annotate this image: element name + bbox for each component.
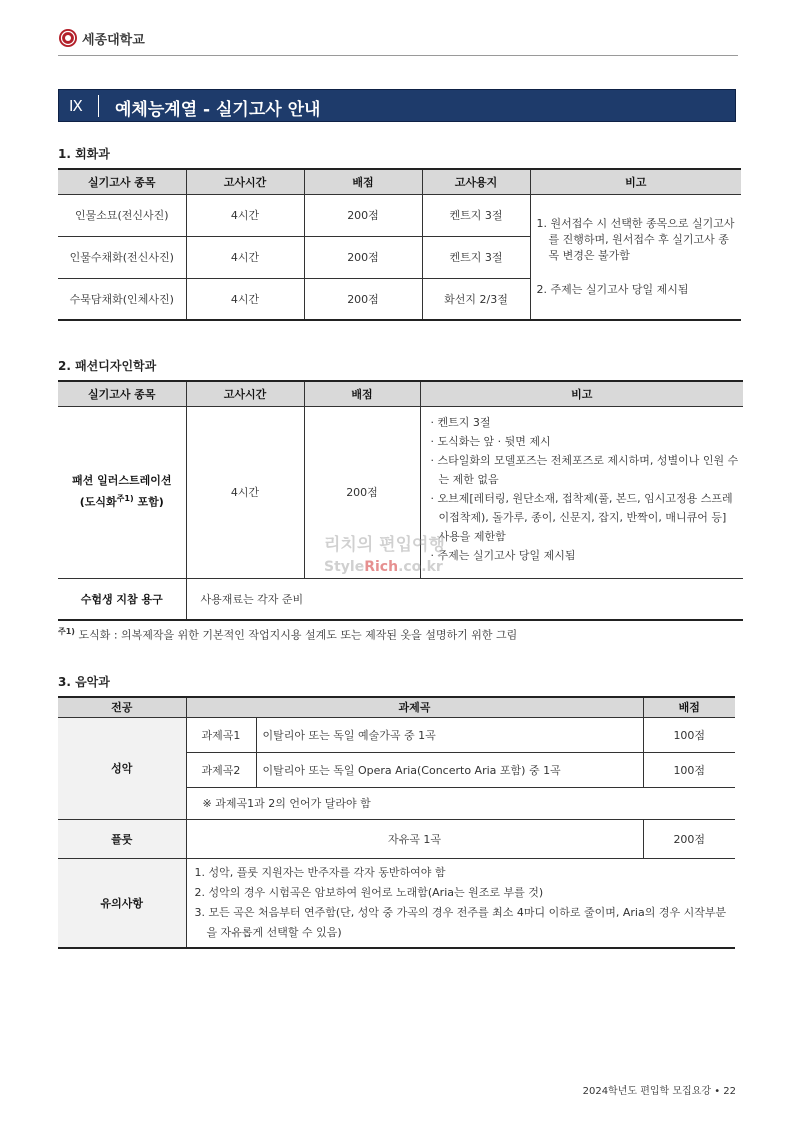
- footnote-ref: 주1): [116, 494, 134, 504]
- exam-score: 200점: [304, 278, 422, 320]
- piece-score: 100점: [643, 717, 735, 752]
- notes-cell: [186, 858, 735, 948]
- chapter-banner: [58, 89, 736, 122]
- piece-label: 과제곡1: [186, 717, 256, 752]
- university-name: 세종대학교: [82, 32, 145, 48]
- col-header: 비고: [420, 381, 743, 406]
- exam-score: 200점: [304, 236, 422, 278]
- page-header: [58, 28, 738, 56]
- note-item: 1. 성악, 플룻 지원자는 반주자를 각자 동반하여야 함: [194, 865, 446, 879]
- page-footer: 2024학년도 편입학 모집요강 • 22: [582, 1086, 736, 1097]
- major-vocal: 성악: [58, 717, 186, 819]
- supplies-label: 수험생 지참 용구: [58, 578, 186, 620]
- table-row: [58, 717, 735, 752]
- table-header-row: [58, 697, 735, 717]
- watermark-part: Style: [324, 559, 365, 575]
- notes-label: 유의사항: [58, 858, 186, 948]
- remark-item: 1. 원서접수 시 선택한 종목으로 실기고사를 진행하며, 원서접수 후 실기고사 종목 변경은 불가함: [536, 216, 735, 262]
- exam-score: 200점: [304, 194, 422, 236]
- col-header: 배점: [304, 169, 422, 194]
- exam-time: 4시간: [186, 236, 304, 278]
- col-header: 실기고사 종목: [58, 381, 186, 406]
- col-header: 고사시간: [186, 381, 304, 406]
- piece-text: 이탈리아 또는 독일 예술가곡 중 1곡: [256, 717, 643, 752]
- footnote-text: 도식화 : 의복제작을 위한 기본적인 작업지시용 설계도 또는 제작된 옷을 설명하기 위한 그림: [74, 628, 518, 642]
- piece-text: 이탈리아 또는 독일 Opera Aria(Concerto Aria 포함) 중 1곡: [256, 752, 643, 787]
- note-item: 3. 모든 곡은 처음부터 연주함(단, 성악 중 가곡의 경우 전주를 최소 4마디 이하로 줄이며, Aria의 경우 시작부분을 자유롭게 선택할 수 있음): [194, 905, 727, 939]
- section1-title: 1. 회화과: [58, 147, 110, 161]
- table-row: [58, 194, 741, 236]
- exam-subject: 수묵담채화(인체사진): [58, 278, 186, 320]
- supplies-value: 사용재료는 각자 준비: [186, 578, 743, 620]
- university-logo: [58, 28, 145, 48]
- subject-sub: [58, 490, 186, 512]
- banner-divider: [98, 95, 99, 117]
- col-header: 실기고사 종목: [58, 169, 186, 194]
- fashion-exam-table: [58, 380, 743, 621]
- exam-score: 200점: [304, 406, 420, 578]
- section2-title: 2. 패션디자인학과: [58, 359, 157, 373]
- exam-paper: 화선지 2/3절: [422, 278, 530, 320]
- remarks-cell: [530, 194, 741, 320]
- remark-bullet: · 주제는 실기고사 당일 제시됨: [430, 548, 576, 562]
- watermark-part: .co.kr: [398, 559, 443, 575]
- remarks-cell: [420, 406, 743, 578]
- table-row: [58, 858, 735, 948]
- section3-title: 3. 음악과: [58, 675, 110, 689]
- col-header: 전공: [58, 697, 186, 717]
- col-header: 고사시간: [186, 169, 304, 194]
- table-row: [58, 406, 743, 578]
- chapter-title: 예체능계열 - 실기고사 안내: [115, 100, 321, 120]
- footnote-mark: 주1): [58, 627, 75, 636]
- col-header: 고사용지: [422, 169, 530, 194]
- remark-item: 2. 주제는 실기고사 당일 제시됨: [536, 282, 689, 296]
- exam-subject: 인물소묘(전신사진): [58, 194, 186, 236]
- col-header: 과제곡: [186, 697, 643, 717]
- subject-sub-text: 포함): [133, 495, 164, 509]
- footnote: [58, 626, 517, 643]
- flute-score: 200점: [643, 819, 735, 858]
- table-header-row: [58, 169, 741, 194]
- watermark-part: Rich: [364, 559, 399, 575]
- table-row: [58, 819, 735, 858]
- col-header: 비고: [530, 169, 741, 194]
- subject-main: 패션 일러스트레이션: [72, 474, 172, 488]
- piece-score: 100점: [643, 752, 735, 787]
- fashion-subject: [58, 406, 186, 578]
- exam-paper: 켄트지 3절: [422, 236, 530, 278]
- remark-bullet: · 도식화는 앞 · 뒷면 제시: [430, 434, 551, 448]
- col-header: 배점: [304, 381, 420, 406]
- exam-paper: 켄트지 3절: [422, 194, 530, 236]
- university-emblem-icon: [58, 28, 78, 48]
- remark-bullet: · 스타일화의 모델포즈는 전체포즈로 제시하며, 성별이나 인원 수는 제한 없음: [430, 453, 739, 486]
- note-item: 2. 성악의 경우 시험곡은 암보하여 원어로 노래함(Aria는 원조로 부를 것): [194, 885, 544, 899]
- remark-bullet: · 켄트지 3절: [430, 415, 491, 429]
- major-flute: 플룻: [58, 819, 186, 858]
- painting-exam-table: [58, 168, 741, 321]
- subject-sub-text: (도식화: [79, 495, 117, 509]
- exam-time: 4시간: [186, 406, 304, 578]
- table-row: [58, 578, 743, 620]
- piece-label: 과제곡2: [186, 752, 256, 787]
- vocal-note: ※ 과제곡1과 2의 언어가 달라야 함: [186, 787, 735, 819]
- watermark-line1: 리치의 편입여행: [324, 535, 445, 555]
- col-header: 배점: [643, 697, 735, 717]
- exam-subject: 인물수채화(전신사진): [58, 236, 186, 278]
- flute-piece: 자유곡 1곡: [186, 819, 643, 858]
- remark-bullet: · 오브제[레터링, 원단소재, 접착제(풀, 본드, 임시고정용 스프레이접착제), 돌가루, 종이, 신문지, 잡지, 반짝이, 매니큐어 등] 사용을 제한함: [430, 491, 733, 543]
- exam-time: 4시간: [186, 194, 304, 236]
- music-exam-table: [58, 696, 735, 949]
- exam-time: 4시간: [186, 278, 304, 320]
- chapter-number: Ⅸ: [69, 97, 83, 115]
- table-header-row: [58, 381, 743, 406]
